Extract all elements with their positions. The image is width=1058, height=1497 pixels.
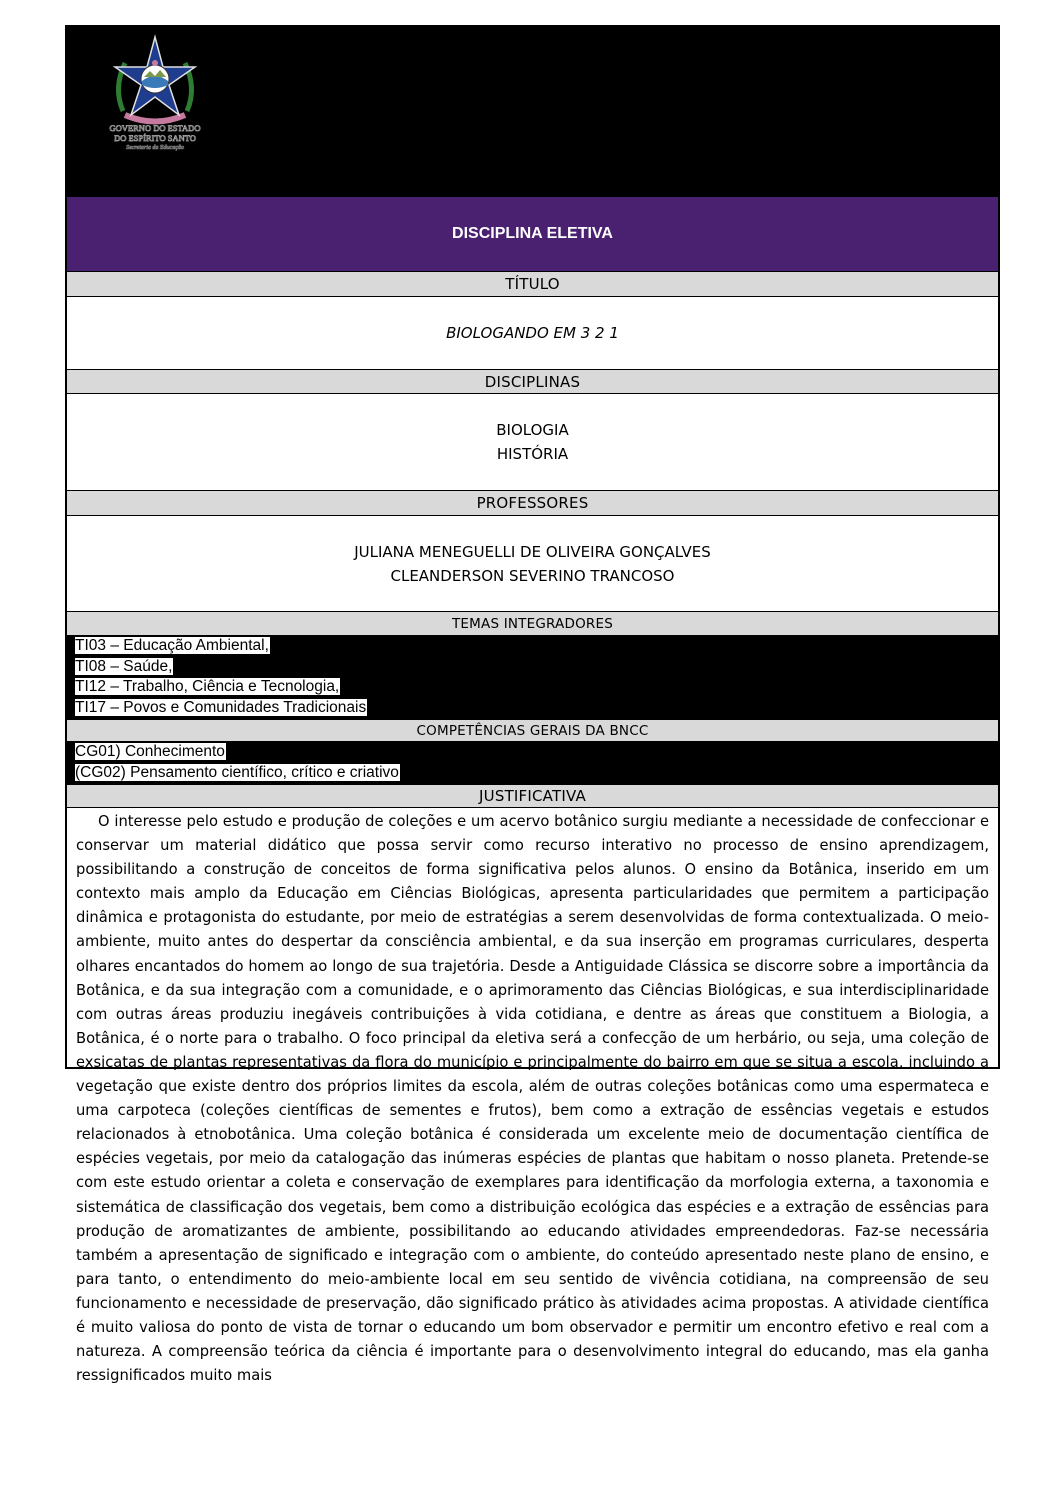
tema-item: TI17 – Povos e Comunidades Tradicionais <box>75 698 367 716</box>
banner-title: DISCIPLINA ELETIVA <box>67 197 998 271</box>
disciplinas-label: DISCIPLINAS <box>67 369 998 394</box>
logo-line-2: DO ESPÍRITO SANTO <box>114 133 196 143</box>
disciplina-item: HISTÓRIA <box>496 445 569 463</box>
document-form <box>65 25 1000 1385</box>
tema-item: TI03 – Educação Ambiental, <box>75 637 269 654</box>
titulo-value-cell <box>67 297 998 369</box>
disciplina-item: BIOLOGIA <box>496 421 569 439</box>
competencia-item: (CG02) Pensamento científico, crítico e criativo <box>75 763 399 781</box>
competencia-item: CG01) Conhecimento <box>75 743 225 760</box>
titulo-value: BIOLOGANDO EM 3 2 1 <box>446 324 619 342</box>
professor-item: CLEANDERSON SEVERINO TRANCOSO <box>390 566 675 585</box>
coat-of-arms-icon <box>95 33 215 183</box>
disciplinas-list <box>67 394 998 490</box>
professores-label: PROFESSORES <box>67 490 998 516</box>
logo-line-1: GOVERNO DO ESTADO <box>109 123 201 133</box>
justificativa-text: O interesse pelo estudo e produção de coleções e um acervo botânico surgiu mediante a necessidade de confeccionar e conservar um material didático que possa servir como recurso interativo no processo de ensino aprendizagem, possibilitando a construção de conceitos de forma significativa pelos alunos. O ensino da Botânica, inserido em um contexto mais amplo da Educação em Ciências Biológicas, apresenta particularidades que permitem a participação dinâmica e protagonista do estudante, por meio de estratégias a serem desenvolvidas de forma contextualizada. O meio-ambiente, muito antes do despertar da consciência ambiental, e da sua inserção em programas curriculares, desperta olhares encantados do homem ao longo de sua trajetória. Desde a Antiguidade Clássica se discorre sobre a importância da Botânica, e da sua integração com a comunidade, e o aprimoramento das Ciências Biológicas, e sua interdisciplinaridade com outras áreas produziu inegáveis contribuições à vida cotidiana, e dentre as áreas que constituem a Biologia, a Botânica, é o norte para o trabalho. O foco principal da eletiva será a confecção de um herbário, ou seja, uma coleção de exsicatas de plantas representativas da flora do município e principalmente do bairro em que se situa a escola, incluindo a vegetação que existe dentro dos próprios limites da escola, além de outras coleções botânicas como uma espermateca e uma carpoteca (coleções científicas de sementes e frutos), bem como a extração de essências vegetais e estudos relacionados à etnobotânica. Uma coleção botânica é considerada um excelente meio de documentação científica de espécies vegetais, por meio da catalogação das inúmeras espécies de plantas que habitam o nosso planeta. Pretende-se com este estudo orientar a coleta e conservação de exemplares para identificação da morfologia externa, a taxonomia e sistemática de classificação dos vegetais, bem como a distribuição ecológica das espécies e a extração de essências para produção de aromatizantes de ambiente, possibilitando ao educando atividades empreendedoras. Faz-se necessária também a apresentação de significado e integração com o ambiente, do conteúdo apresentado neste plano de ensino, e para tanto, o entendimento do meio-ambiente local em seu sentido de vivência cotidiana, na compreensão de seu funcionamento e necessidade de preservação, dão significado prático às atividades acima propostas. A atividade científica é muito valiosa do ponto de vista de tornar o educando um bom observador e permitir um encontro efetivo e real com a natureza. A compreensão teórica da ciência é importante para o desenvolvimento integral do educando, mas ela ganha ressignificados muito mais <box>76 813 989 1385</box>
logo-line-3: Secretaria da Educação <box>126 145 184 151</box>
temas-list <box>67 636 998 719</box>
competencias-label: COMPETÊNCIAS GERAIS DA BNCC <box>67 719 998 742</box>
temas-label: TEMAS INTEGRADORES <box>67 611 998 636</box>
titulo-label: TÍTULO <box>67 271 998 297</box>
competencias-list <box>67 742 998 784</box>
professores-list <box>67 516 998 611</box>
logo-caption <box>95 123 215 153</box>
page-header <box>67 27 998 197</box>
tema-item: TI08 – Saúde, <box>75 657 173 675</box>
justificativa-label: JUSTIFICATIVA <box>67 784 998 808</box>
professor-item: JULIANA MENEGUELLI DE OLIVEIRA GONÇALVES <box>354 542 711 561</box>
tema-item: TI12 – Trabalho, Ciência e Tecnologia, <box>75 678 340 695</box>
